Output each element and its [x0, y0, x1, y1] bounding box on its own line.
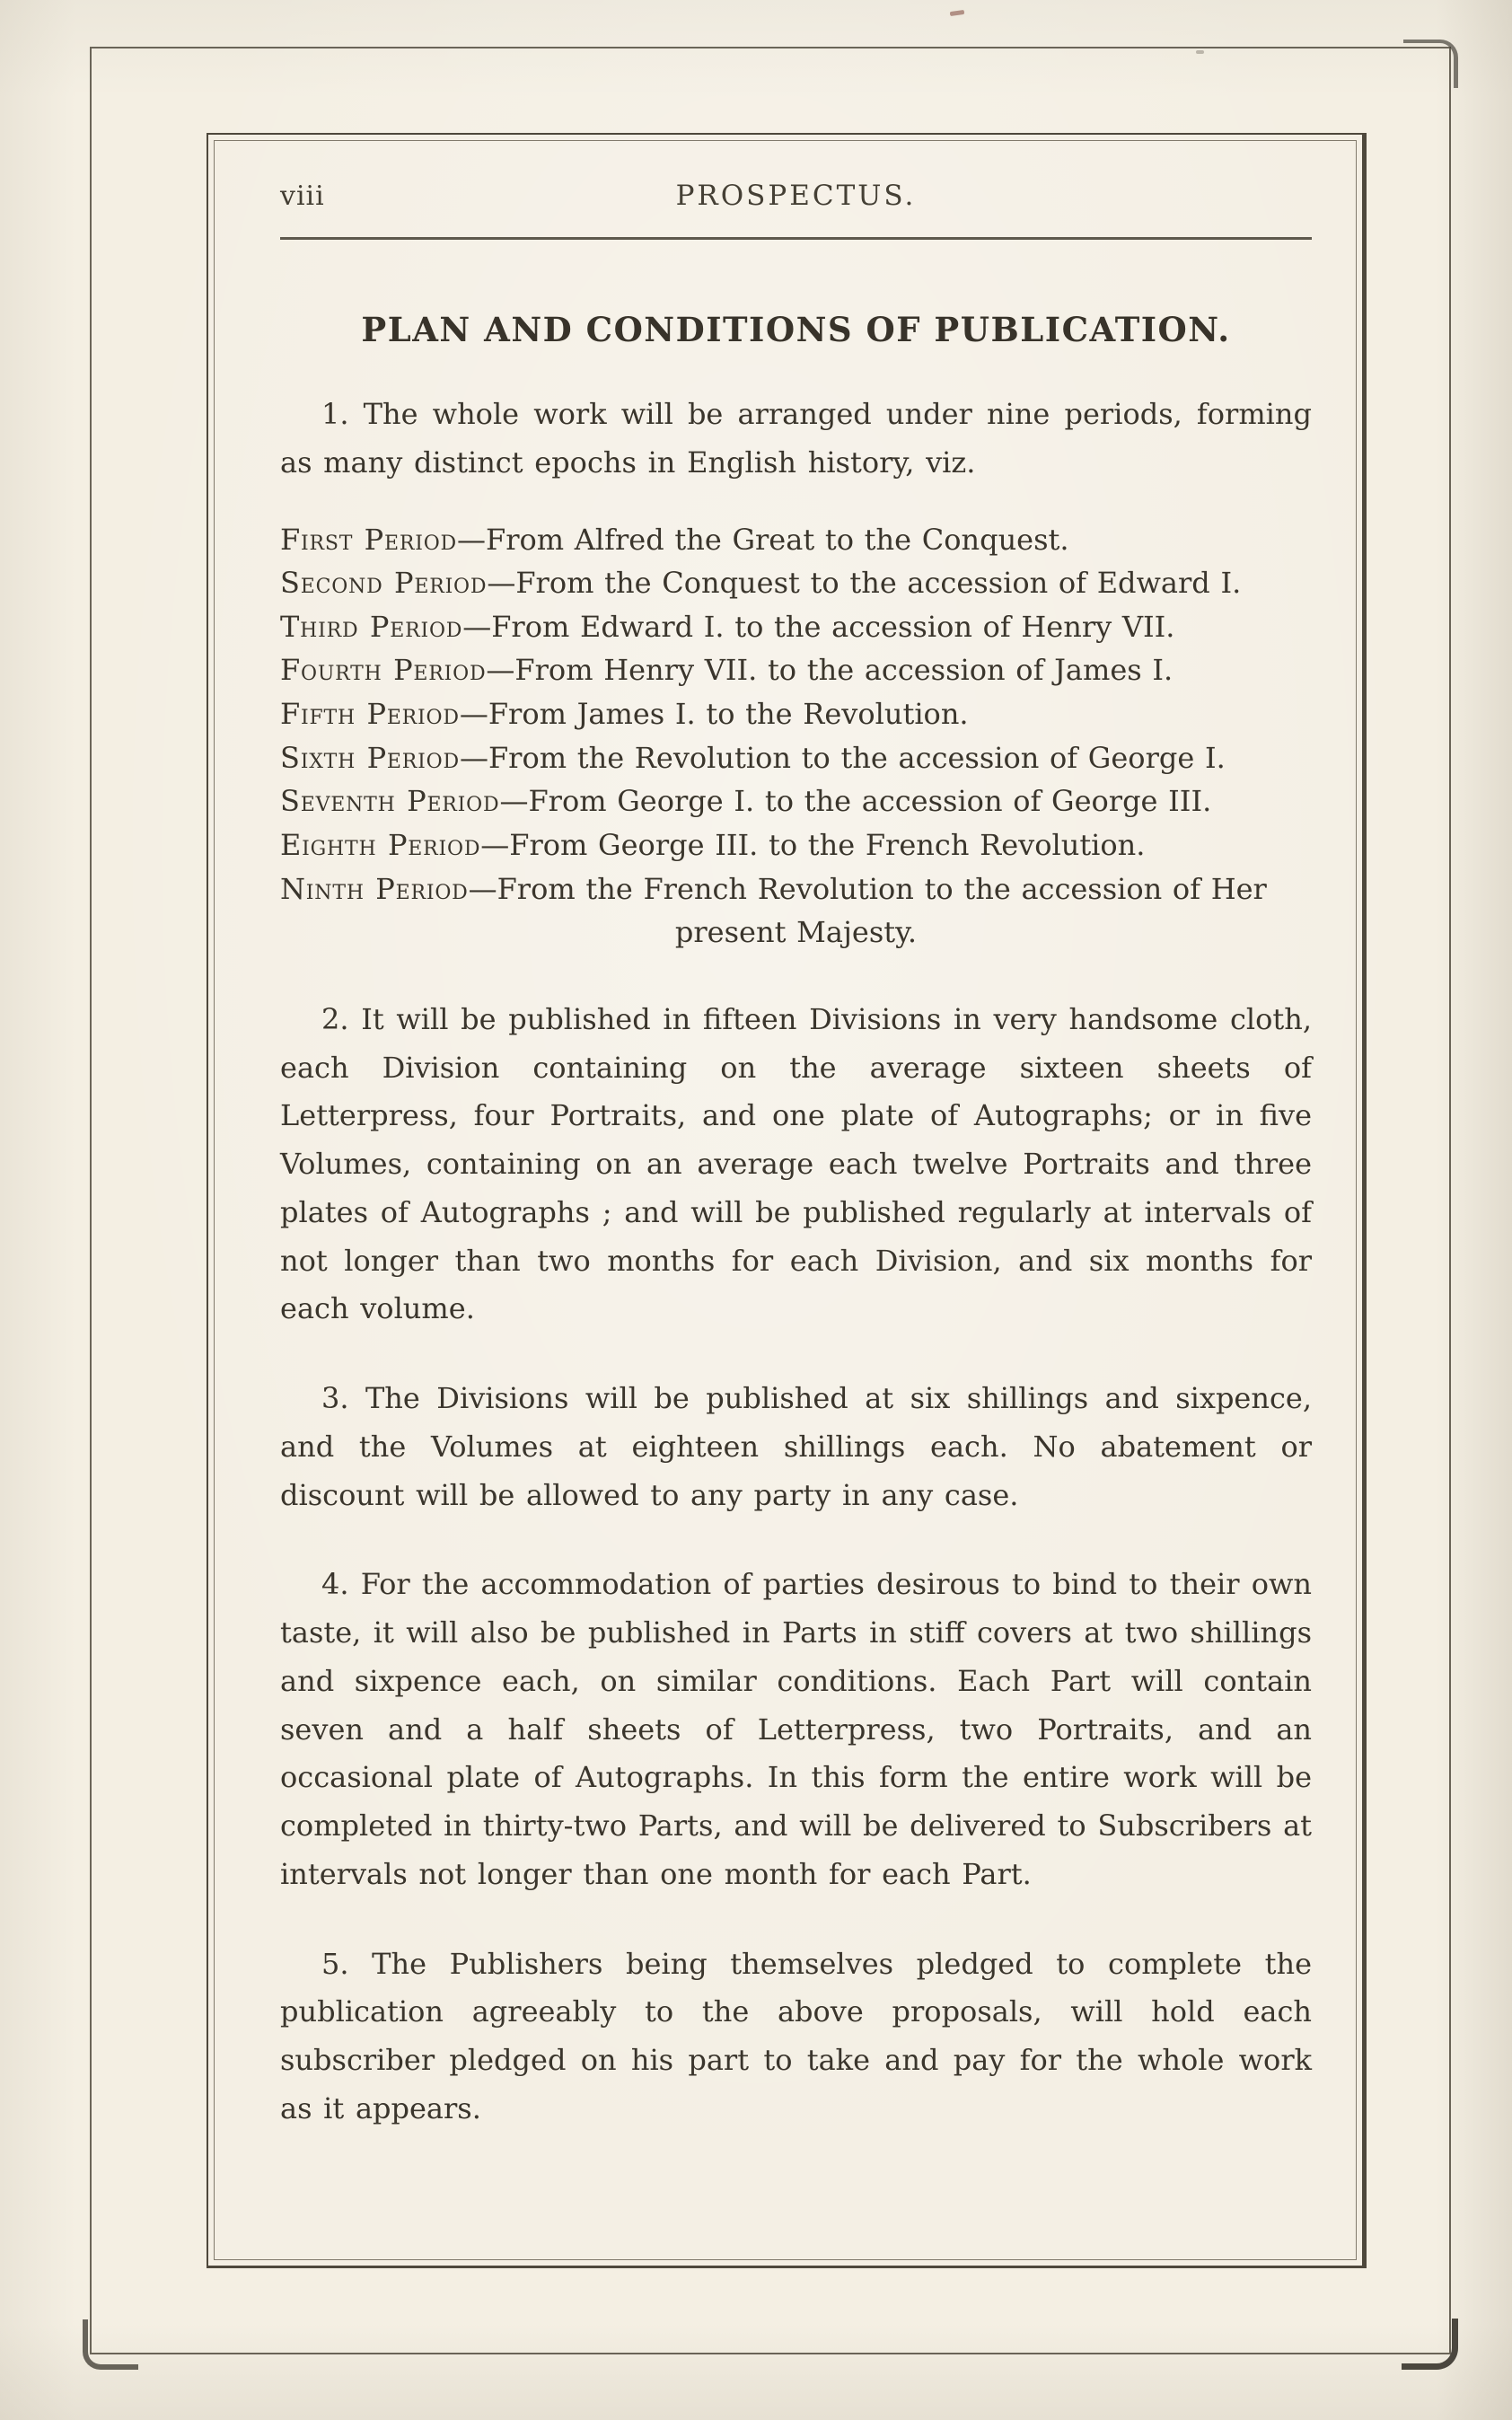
period-text: —From the Conquest to the accession of Edward I.	[487, 566, 1242, 601]
period-item-ninth-continuation: present Majesty.	[674, 915, 918, 950]
period-text: —From the French Revolution to the accession of Her	[468, 871, 1267, 906]
running-header	[280, 180, 1312, 212]
corner-mark-top-right	[1403, 40, 1458, 88]
scan-speck	[950, 10, 965, 16]
period-item-third	[280, 605, 1312, 649]
period-list	[280, 518, 1312, 955]
period-text: —From Edward I. to the accession of Henry VII.	[462, 609, 1175, 644]
period-item-fourth	[280, 648, 1312, 692]
period-item-eighth	[280, 823, 1312, 867]
period-label: Third Period	[280, 609, 463, 644]
period-text: —From Henry VII. to the accession of James I.	[486, 653, 1174, 688]
period-label: Second Period	[280, 566, 488, 601]
period-item-second	[280, 561, 1312, 605]
page-number: viii	[280, 180, 325, 212]
header-rule	[280, 237, 1312, 240]
period-item-sixth	[280, 736, 1312, 780]
period-item-fifth	[280, 692, 1312, 736]
period-label: Sixth Period	[280, 740, 460, 775]
paragraph-1: 1. The whole work will be arranged under nine periods, forming as many distinct epochs in English history, viz.	[280, 397, 1312, 480]
running-title: PROSPECTUS.	[675, 180, 917, 212]
period-text: —From James I. to the Revolution.	[459, 697, 969, 731]
period-item-first	[280, 518, 1312, 562]
paragraph-4: 4. For the accommodation of parties desirous to bind to their own taste, it will also be published in Parts in stiff covers at two shillings and sixpence each, on similar conditions. Each Part will contain seven and a half sheets of Letterpress, two Portraits, and an occasional plate of Autographs. In this form the entire work will be completed in thirty-two Parts, and will be delivered to Subscribers at intervals not longer than one month for each Part.	[280, 1567, 1312, 1891]
period-label: Seventh Period	[280, 784, 500, 819]
corner-mark-bottom-right	[1402, 2319, 1458, 2370]
corner-mark-bottom-left	[83, 2319, 138, 2370]
period-text: —From Alfred the Great to the Conquest.	[457, 522, 1069, 557]
section-title: PLAN AND CONDITIONS OF PUBLICATION.	[361, 310, 1231, 349]
period-text: —From the Revolution to the accession of George I.	[459, 740, 1226, 775]
period-text: —From George III. to the French Revolution.	[480, 827, 1146, 862]
period-label: First Period	[280, 522, 457, 557]
paragraph-3: 3. The Divisions will be published at six shillings and sixpence, and the Volumes at eighteen shillings each. No abatement or discount will be allowed to any party in any case.	[280, 1381, 1312, 1512]
paragraph-2: 2. It will be published in fifteen Divisions in very handsome cloth, each Division containing on the average sixteen sheets of Letterpress, four Portraits, and one plate of Autographs; or in five Volumes, containing on an average each twelve Portraits and three plates of Autographs ; and will be published regularly at intervals of not longer than two months for each Division, and six months for each volume.	[280, 1001, 1312, 1326]
period-item-seventh	[280, 779, 1312, 823]
period-label: Eighth Period	[280, 827, 481, 862]
period-item-ninth	[280, 867, 1312, 911]
scan-speck-small	[1196, 50, 1204, 54]
period-label: Fourth Period	[280, 653, 487, 688]
period-label: Fifth Period	[280, 697, 460, 731]
period-label: Ninth Period	[280, 871, 469, 906]
page-content	[280, 180, 1312, 2134]
paragraph-5: 5. The Publishers being themselves pledged to complete the publication agreeably to the above proposals, will hold each subscriber pledged on his part to take and pay for the whole work as it appears.	[280, 1946, 1312, 2125]
page-frame	[207, 133, 1367, 2268]
period-text: —From George I. to the accession of George III.	[499, 784, 1212, 819]
